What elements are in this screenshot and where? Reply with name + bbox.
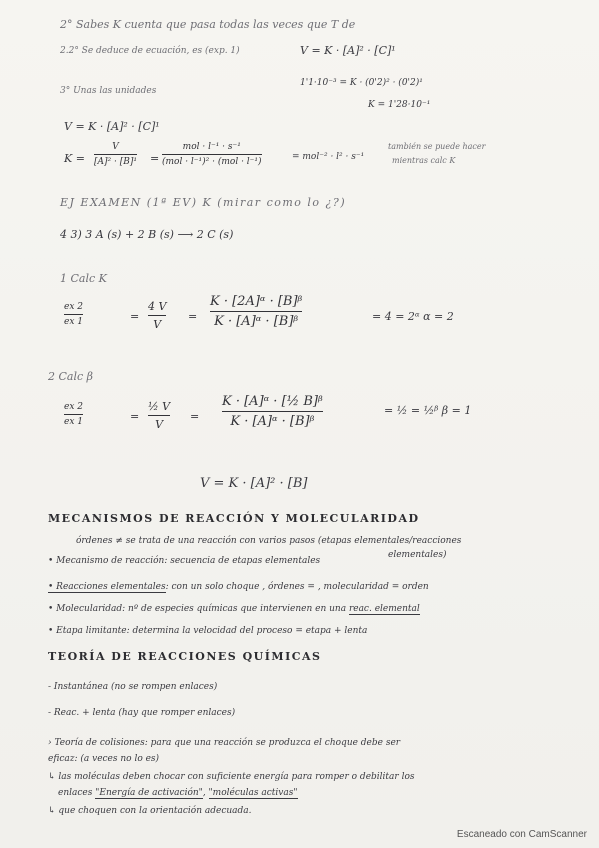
note-2: mientras calc K [392,156,456,165]
substitution: 1'1·10⁻³ = K · (0'2)² · (0'2)¹ [300,78,423,88]
mech-line-1b: elementales) [388,550,447,560]
rate-ratio-2: ½ V V [148,400,171,431]
units-result: = mol⁻² · l² · s⁻¹ [292,152,365,162]
reaction-equation: 4 3) 3 A (s) + 2 B (s) ⟶ 2 C (s) [60,228,234,241]
theory-title: TEORÍA DE REACCIONES QUÍMICAS [48,650,322,663]
theory-line-2: - Reac. + lenta (hay que romper enlaces) [48,708,236,718]
rate-ratio-1: 4 V V [148,300,167,331]
exp-ratio-2: ex 2 ex 1 [64,402,83,427]
rate-law-ratio-2: K · [A]ᵅ · [½ B]ᵝ K · [A]ᵅ · [B]ᵝ [222,394,323,429]
mechanisms-title: MECANISMOS DE REACCIÓN Y MOLECULARIDAD [48,512,420,525]
mech-line-4: • Molecularidad: nº de especies químicas que intervienen en una reac. elemental [48,604,420,614]
mech-line-1: órdenes ≠ se trata de una reacción con varios pasos (etapas elementales/reacciones [76,536,462,546]
rate-eq-1: V = K · [A]² · [C]¹ [300,44,396,57]
note-1: también se puede hacer [388,142,486,151]
k-value: K = 1'28·10⁻¹ [368,100,431,110]
line-3: 3° Unas las unidades [60,86,157,96]
rate-eq-2: V = K · [A]² · [C]¹ [64,120,160,133]
mech-line-2: • Mecanismo de reacción: secuencia de etapas elementales [48,556,321,566]
collision-line-2b: enlaces "Energía de activación", "moléculas activas" [58,788,298,798]
scanner-watermark: Escaneado con CamScanner [456,829,587,840]
beta-result: = ½ = ½ᵝ β = 1 [384,404,472,417]
line-1: 2° Sabes K cuenta que pasa todas las veces que T de [60,18,356,31]
exam-example: EJ EXAMEN (1ª EV) K (mirar como lo ¿?) [60,196,347,209]
collision-line-1: › Teoría de colisiones: para que una reacción se produzca el choque debe ser [48,738,401,748]
collision-line-1b: eficaz: (a veces no lo es) [48,754,160,764]
mech-line-5: • Etapa limitante: determina la velocidad del proceso = etapa + lenta [48,626,368,636]
theory-line-1: - Instantánea (no se rompen enlaces) [48,682,218,692]
calc-b-heading: 2 Calc β [48,370,94,383]
scanned-page: 2° Sabes K cuenta que pasa todas las veces que T de 2.2° Se deduce de ecuación, es (exp. 1) V = K · [A]² · [C]¹ 3° Unas las unidades 1'1·10⁻³ = K · (0'2)² · (0'2)¹ K = 1'28·10⁻¹ V = K · [A]² · [C]¹ K = V [A]² · [B]¹ = mol · l⁻¹ · s⁻¹ (mol · l⁻¹)² · (mol · l⁻¹) = mol⁻² · l² · s⁻¹ también se puede hacer mientras calc K EJ EXAMEN (1ª EV) K (mirar como lo ¿?) 4 3) 3 A (s) + 2 B (s) ⟶ 2 C (s) 1 Calc K ex 2 ex 1 = 4 V V = K · [2A]ᵅ · [B]ᵝ K · [A]ᵅ · [B]ᵝ = 4 = 2ᵅ α = 2 2 Calc β ex 2 ex 1 = ½ V V = K · [A]ᵅ · [½ B]ᵝ K · [A]ᵅ · [B]ᵝ = ½ = ½ᵝ β = 1 V = K · [A]² · [B] MECANISMOS DE REACCIÓN Y MOLECULARIDAD órdenes ≠ se trata de una reacción con varios pasos (etapas elementales/reacciones elementales) • Mecanismo de reacción: secuencia de etapas elementales • Reacciones elementales: con un solo choque , órdenes = , molecularidad = orden • Molecularidad: nº de especies químicas que intervienen en una reac. elemental • Etapa limitante: determina la velocidad del proceso = etapa + lenta TEORÍA DE REACCIONES QUÍMICAS - Instantánea (no se rompen enlaces) - Reac. + lenta (hay que romper enlaces) › Teoría de colisiones: para que una reacción se produzca el choque debe ser eficaz: (a veces no lo es) ↳ las moléculas deben chocar con suficiente energía para romper o debilitar los enlaces "Energía de activación", "moléculas activas" ↳ que choquen con la orientación adecuada. Escaneado con CamScanner [0,0,599,848]
units-fraction: mol · l⁻¹ · s⁻¹ (mol · l⁻¹)² · (mol · l⁻¹) [162,142,262,167]
final-rate-law: V = K · [A]² · [B] [200,476,308,491]
collision-line-3: ↳ que choquen con la orientación adecuada. [48,806,252,816]
k-fraction: V [A]² · [B]¹ [94,142,137,167]
rate-law-ratio-1: K · [2A]ᵅ · [B]ᵝ K · [A]ᵅ · [B]ᵝ [210,294,303,329]
exp-ratio-1: ex 2 ex 1 [64,302,83,327]
alpha-result: = 4 = 2ᵅ α = 2 [372,310,454,323]
calc-k-heading: 1 Calc K [60,272,107,285]
line-2: 2.2° Se deduce de ecuación, es (exp. 1) [60,46,240,56]
mech-line-3: • Reacciones elementales: con un solo choque , órdenes = , molecularidad = orden [48,582,429,592]
collision-line-2: ↳ las moléculas deben chocar con suficiente energía para romper o debilitar los [48,772,415,782]
